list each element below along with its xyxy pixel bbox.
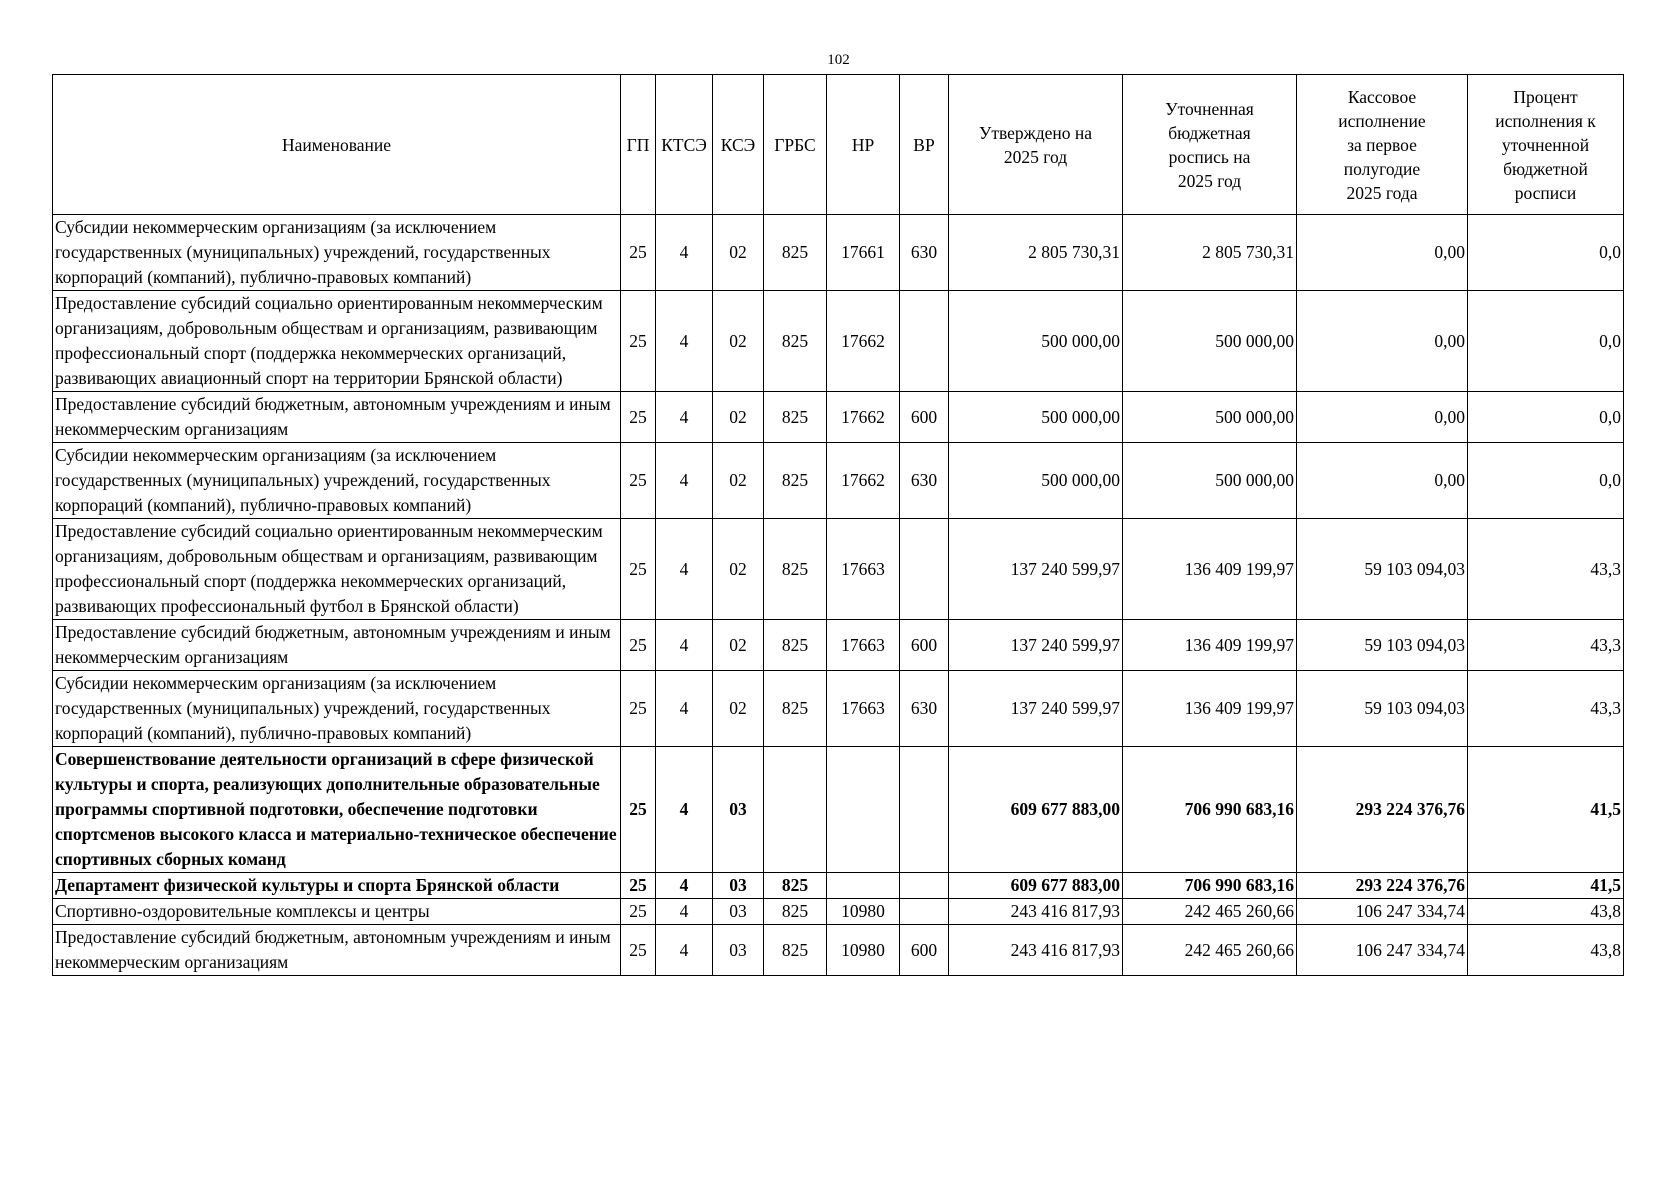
header-vr: ВР	[900, 75, 949, 215]
cell-ktse: 4	[656, 519, 713, 620]
cell-approved: 243 416 817,93	[949, 925, 1123, 976]
table-row	[53, 620, 1624, 671]
cell-percent: 43,3	[1468, 620, 1624, 671]
cell-ktse: 4	[656, 392, 713, 443]
cell-ktse: 4	[656, 747, 713, 873]
cell-approved: 500 000,00	[949, 392, 1123, 443]
cell-kse: 03	[713, 873, 764, 899]
cell-vr: 600	[900, 620, 949, 671]
cell-gp: 25	[621, 873, 656, 899]
cell-grbs: 825	[764, 925, 827, 976]
cell-refined: 500 000,00	[1123, 291, 1297, 392]
cell-refined: 2 805 730,31	[1123, 215, 1297, 291]
cell-executed: 293 224 376,76	[1297, 747, 1468, 873]
cell-name: Субсидии некоммерческим организациям (за исключением государственных (муниципальных) учреждений, государственных корпораций (компаний), публично-правовых компаний)	[53, 671, 621, 747]
cell-executed: 0,00	[1297, 291, 1468, 392]
header-refined: Уточненная бюджетная роспись на 2025 год	[1123, 75, 1297, 215]
cell-grbs: 825	[764, 443, 827, 519]
cell-ktse: 4	[656, 873, 713, 899]
table-row	[53, 215, 1624, 291]
cell-kse: 02	[713, 215, 764, 291]
cell-percent: 43,3	[1468, 671, 1624, 747]
cell-nr: 17661	[827, 215, 900, 291]
cell-executed: 0,00	[1297, 443, 1468, 519]
cell-nr	[827, 873, 900, 899]
cell-kse: 02	[713, 443, 764, 519]
cell-kse: 02	[713, 291, 764, 392]
cell-name: Спортивно-оздоровительные комплексы и центры	[53, 899, 621, 925]
cell-ktse: 4	[656, 899, 713, 925]
cell-gp: 25	[621, 392, 656, 443]
cell-executed: 106 247 334,74	[1297, 925, 1468, 976]
cell-ktse: 4	[656, 443, 713, 519]
cell-name: Субсидии некоммерческим организациям (за исключением государственных (муниципальных) учреждений, государственных корпораций (компаний), публично-правовых компаний)	[53, 443, 621, 519]
cell-gp: 25	[621, 291, 656, 392]
cell-refined: 706 990 683,16	[1123, 873, 1297, 899]
cell-vr	[900, 519, 949, 620]
cell-nr: 17662	[827, 443, 900, 519]
cell-vr	[900, 873, 949, 899]
cell-ktse: 4	[656, 291, 713, 392]
cell-percent: 41,5	[1468, 873, 1624, 899]
cell-refined: 136 409 199,97	[1123, 519, 1297, 620]
cell-gp: 25	[621, 443, 656, 519]
cell-name: Департамент физической культуры и спорта Брянской области	[53, 873, 621, 899]
cell-kse: 02	[713, 392, 764, 443]
cell-name: Совершенствование деятельности организаций в сфере физической культуры и спорта, реализующих дополнительные образовательные программы спортивной подготовки, обеспечение подготовки спортсменов высокого класса и материально-техническое обеспечение спортивных сборных команд	[53, 747, 621, 873]
page-number: 102	[827, 52, 850, 68]
cell-kse: 02	[713, 671, 764, 747]
cell-refined: 136 409 199,97	[1123, 620, 1297, 671]
cell-refined: 706 990 683,16	[1123, 747, 1297, 873]
cell-name: Предоставление субсидий социально ориентированным некоммерческим организациям, добровольным обществам и организациям, развивающим профессиональный спорт (поддержка некоммерческих организаций, развивающих авиационный спорт на территории Брянской области)	[53, 291, 621, 392]
cell-gp: 25	[621, 671, 656, 747]
header-executed: Кассовое исполнение за первое полугодие 2025 года	[1297, 75, 1468, 215]
cell-grbs: 825	[764, 899, 827, 925]
cell-executed: 0,00	[1297, 392, 1468, 443]
cell-refined: 136 409 199,97	[1123, 671, 1297, 747]
cell-name: Предоставление субсидий бюджетным, автономным учреждениям и иным некоммерческим организациям	[53, 392, 621, 443]
budget-table	[52, 74, 1624, 976]
cell-ktse: 4	[656, 671, 713, 747]
cell-vr: 630	[900, 671, 949, 747]
cell-name: Предоставление субсидий бюджетным, автономным учреждениям и иным некоммерческим организациям	[53, 620, 621, 671]
header-row	[53, 75, 1624, 215]
cell-kse: 03	[713, 899, 764, 925]
cell-approved: 137 240 599,97	[949, 519, 1123, 620]
table-row	[53, 291, 1624, 392]
cell-grbs: 825	[764, 392, 827, 443]
cell-approved: 243 416 817,93	[949, 899, 1123, 925]
cell-grbs: 825	[764, 671, 827, 747]
cell-approved: 609 677 883,00	[949, 747, 1123, 873]
header-nr: НР	[827, 75, 900, 215]
cell-approved: 137 240 599,97	[949, 620, 1123, 671]
cell-executed: 293 224 376,76	[1297, 873, 1468, 899]
cell-refined: 242 465 260,66	[1123, 925, 1297, 976]
cell-ktse: 4	[656, 215, 713, 291]
cell-approved: 609 677 883,00	[949, 873, 1123, 899]
cell-executed: 106 247 334,74	[1297, 899, 1468, 925]
cell-percent: 41,5	[1468, 747, 1624, 873]
cell-executed: 59 103 094,03	[1297, 519, 1468, 620]
table-row	[53, 392, 1624, 443]
cell-vr: 630	[900, 215, 949, 291]
cell-approved: 500 000,00	[949, 443, 1123, 519]
cell-percent: 0,0	[1468, 392, 1624, 443]
cell-name: Предоставление субсидий социально ориентированным некоммерческим организациям, добровольным обществам и организациям, развивающим профессиональный спорт (поддержка некоммерческих организаций, развивающих профессиональный футбол в Брянской области)	[53, 519, 621, 620]
cell-percent: 0,0	[1468, 291, 1624, 392]
cell-percent: 43,8	[1468, 925, 1624, 976]
header-grbs: ГРБС	[764, 75, 827, 215]
cell-percent: 0,0	[1468, 443, 1624, 519]
cell-grbs: 825	[764, 519, 827, 620]
cell-gp: 25	[621, 747, 656, 873]
header-kse: КСЭ	[713, 75, 764, 215]
cell-approved: 500 000,00	[949, 291, 1123, 392]
cell-name: Субсидии некоммерческим организациям (за исключением государственных (муниципальных) учреждений, государственных корпораций (компаний), публично-правовых компаний)	[53, 215, 621, 291]
cell-nr: 17663	[827, 671, 900, 747]
table-row	[53, 519, 1624, 620]
table-row	[53, 925, 1624, 976]
header-name: Наименование	[53, 75, 621, 215]
cell-gp: 25	[621, 519, 656, 620]
cell-ktse: 4	[656, 925, 713, 976]
cell-refined: 242 465 260,66	[1123, 899, 1297, 925]
table-row	[53, 443, 1624, 519]
cell-gp: 25	[621, 925, 656, 976]
header-ktse: КТСЭ	[656, 75, 713, 215]
table-row	[53, 671, 1624, 747]
cell-nr	[827, 747, 900, 873]
cell-vr	[900, 899, 949, 925]
cell-grbs: 825	[764, 291, 827, 392]
cell-approved: 137 240 599,97	[949, 671, 1123, 747]
cell-nr: 17662	[827, 392, 900, 443]
header-percent: Процент исполнения к уточненной бюджетной росписи	[1468, 75, 1624, 215]
cell-kse: 02	[713, 519, 764, 620]
cell-vr: 630	[900, 443, 949, 519]
cell-nr: 17662	[827, 291, 900, 392]
cell-nr: 17663	[827, 519, 900, 620]
cell-approved: 2 805 730,31	[949, 215, 1123, 291]
cell-percent: 43,3	[1468, 519, 1624, 620]
cell-vr: 600	[900, 392, 949, 443]
cell-refined: 500 000,00	[1123, 392, 1297, 443]
cell-grbs: 825	[764, 620, 827, 671]
cell-gp: 25	[621, 899, 656, 925]
cell-gp: 25	[621, 215, 656, 291]
table-row	[53, 899, 1624, 925]
header-gp: ГП	[621, 75, 656, 215]
cell-nr: 10980	[827, 899, 900, 925]
cell-ktse: 4	[656, 620, 713, 671]
cell-executed: 59 103 094,03	[1297, 620, 1468, 671]
cell-nr: 17663	[827, 620, 900, 671]
cell-nr: 10980	[827, 925, 900, 976]
cell-kse: 03	[713, 925, 764, 976]
cell-percent: 0,0	[1468, 215, 1624, 291]
cell-percent: 43,8	[1468, 899, 1624, 925]
header-approved: Утверждено на 2025 год	[949, 75, 1123, 215]
cell-grbs: 825	[764, 215, 827, 291]
cell-name: Предоставление субсидий бюджетным, автономным учреждениям и иным некоммерческим организациям	[53, 925, 621, 976]
table-row	[53, 747, 1624, 873]
cell-grbs	[764, 747, 827, 873]
cell-kse: 02	[713, 620, 764, 671]
cell-vr: 600	[900, 925, 949, 976]
cell-vr	[900, 291, 949, 392]
cell-executed: 0,00	[1297, 215, 1468, 291]
cell-kse: 03	[713, 747, 764, 873]
table-row	[53, 873, 1624, 899]
cell-refined: 500 000,00	[1123, 443, 1297, 519]
cell-gp: 25	[621, 620, 656, 671]
cell-executed: 59 103 094,03	[1297, 671, 1468, 747]
cell-grbs: 825	[764, 873, 827, 899]
cell-vr	[900, 747, 949, 873]
